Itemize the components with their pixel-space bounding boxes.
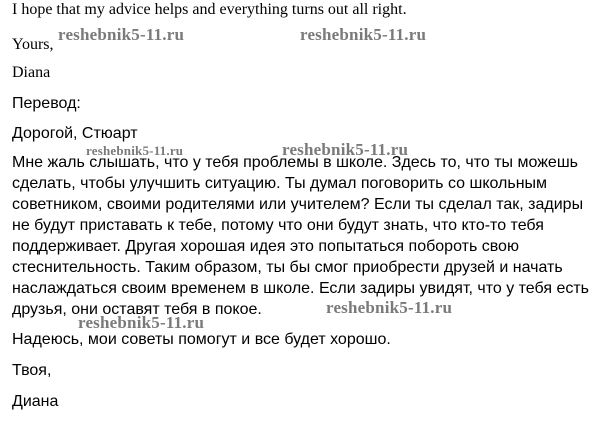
translation-heading: Перевод: <box>12 95 81 112</box>
body-line: друзья, они оставят тебя в покое. <box>12 301 262 318</box>
body-line: стеснительность. Таким образом, ты бы смог приобрести друзей и начать <box>12 259 563 276</box>
signature-russian: Диана <box>12 393 59 410</box>
body-line: наслаждаться своим временем в школе. Если задиры увидят, что у тебя есть <box>12 280 590 297</box>
body-line: советником, своими родителями или учителем? Если ты сделал так, задиры <box>12 196 584 213</box>
watermark: reshebnik5-11.ru <box>326 298 453 317</box>
watermark: reshebnik5-11.ru <box>58 25 185 44</box>
body-line: не будут приставать к тебе, потому что они будут знать, что кто-то тебя <box>12 217 544 234</box>
translation-greeting: Дорогой, Стюарт <box>12 125 138 142</box>
watermark: reshebnik5-11.ru <box>282 140 409 159</box>
watermark: reshebnik5-11.ru <box>78 313 205 332</box>
signature-english: Diana <box>12 64 51 81</box>
watermark: reshebnik5-11.ru <box>300 25 427 44</box>
body-line: сделать, чтобы улучшить ситуацию. Ты думал поговорить со школьным <box>12 175 548 192</box>
body-line: поддерживает. Другая хорошая идея это попытаться побороть свою <box>12 238 519 255</box>
hope-line: Надеюсь, мои советы помогут и все будет хорошо. <box>12 331 391 348</box>
advice-line: I hope that my advice helps and everything turns out all right. <box>12 1 407 18</box>
watermark: reshebnik5-11.ru <box>86 143 184 158</box>
closing-english: Yours, <box>12 36 54 53</box>
closing-russian: Твоя, <box>12 362 52 379</box>
body-line: Мне жаль слышать, что у тебя проблемы в школе. Здесь то, что ты можешь <box>12 154 578 171</box>
